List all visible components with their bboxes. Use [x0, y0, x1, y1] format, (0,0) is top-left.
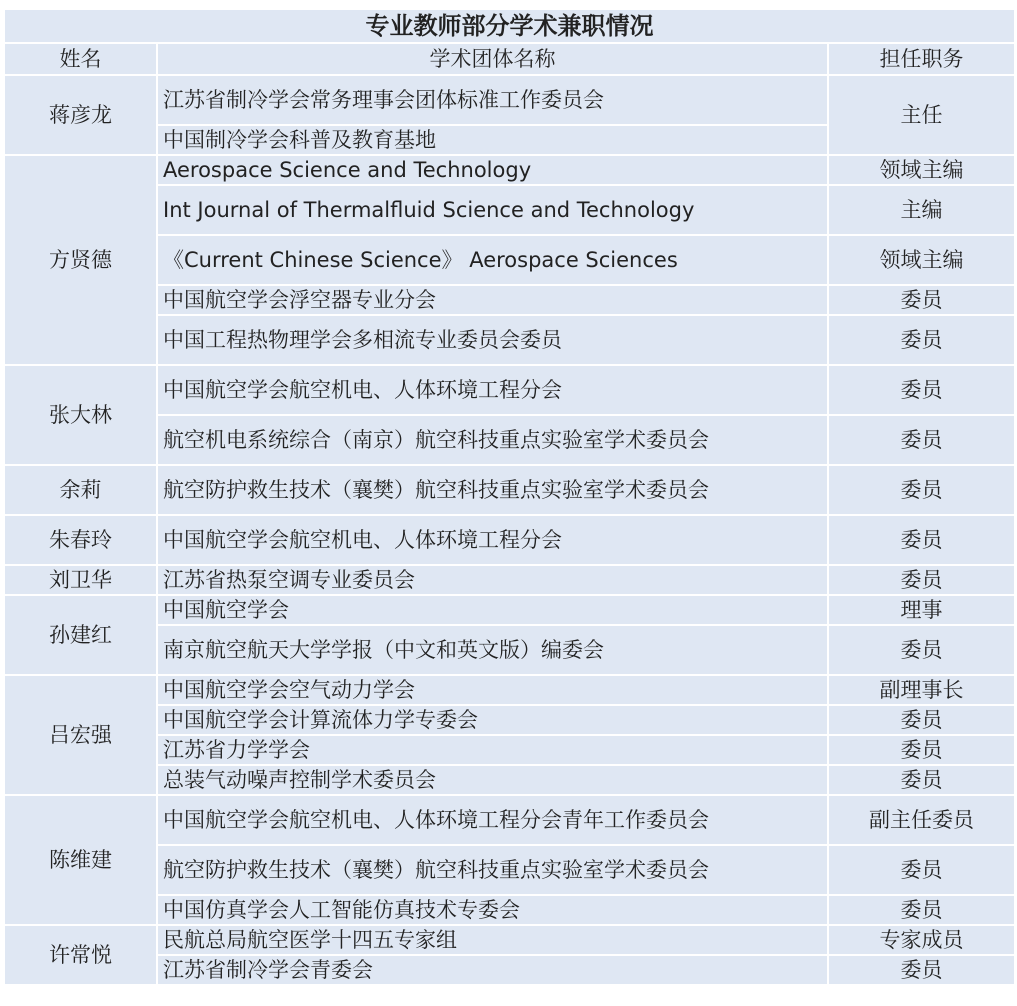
org-cell: 江苏省力学学会 [157, 735, 828, 765]
teacher-name: 方贤德 [4, 155, 157, 365]
role-cell: 副主任委员 [828, 795, 1015, 845]
table-row [4, 675, 1015, 705]
role-cell: 领域主编 [828, 235, 1015, 285]
role-cell: 委员 [828, 955, 1015, 985]
role-cell: 委员 [828, 565, 1015, 595]
role-cell: 主任 [828, 75, 1015, 155]
teacher-name: 孙建红 [4, 595, 157, 675]
role-cell: 副理事长 [828, 675, 1015, 705]
teacher-name: 吕宏强 [4, 675, 157, 795]
role-cell: 委员 [828, 315, 1015, 365]
org-cell: 中国航空学会 [157, 595, 828, 625]
header-name: 姓名 [4, 43, 157, 75]
academic-positions-table [3, 8, 1016, 986]
role-cell: 委员 [828, 465, 1015, 515]
table-row [4, 365, 1015, 415]
teacher-name: 许常悦 [4, 925, 157, 985]
role-cell: 委员 [828, 895, 1015, 925]
teacher-name: 朱春玲 [4, 515, 157, 565]
role-cell: 委员 [828, 845, 1015, 895]
org-cell: Int Journal of Thermalfluid Science and Technology [157, 185, 828, 235]
org-cell: 《Current Chinese Science》 Aerospace Sciences [157, 235, 828, 285]
role-cell: 委员 [828, 625, 1015, 675]
title-row [4, 9, 1015, 43]
header-row [4, 43, 1015, 75]
org-cell: 中国航空学会航空机电、人体环境工程分会 [157, 365, 828, 415]
teacher-name: 余莉 [4, 465, 157, 515]
org-cell: 中国仿真学会人工智能仿真技术专委会 [157, 895, 828, 925]
role-cell: 委员 [828, 515, 1015, 565]
org-cell: 江苏省制冷学会青委会 [157, 955, 828, 985]
org-cell: 中国航空学会计算流体力学专委会 [157, 705, 828, 735]
role-cell: 委员 [828, 765, 1015, 795]
org-cell: 江苏省热泵空调专业委员会 [157, 565, 828, 595]
org-cell: 民航总局航空医学十四五专家组 [157, 925, 828, 955]
org-cell: 中国工程热物理学会多相流专业委员会委员 [157, 315, 828, 365]
role-cell: 理事 [828, 595, 1015, 625]
org-cell: 中国制冷学会科普及教育基地 [157, 125, 828, 155]
table-row [4, 795, 1015, 845]
org-cell: Aerospace Science and Technology [157, 155, 828, 185]
role-cell: 委员 [828, 365, 1015, 415]
org-cell: 总装气动噪声控制学术委员会 [157, 765, 828, 795]
role-cell: 委员 [828, 705, 1015, 735]
teacher-name: 蒋彦龙 [4, 75, 157, 155]
header-role: 担任职务 [828, 43, 1015, 75]
table-row [4, 565, 1015, 595]
role-cell: 领域主编 [828, 155, 1015, 185]
teacher-name: 刘卫华 [4, 565, 157, 595]
role-cell: 主编 [828, 185, 1015, 235]
org-cell: 航空防护救生技术（襄樊）航空科技重点实验室学术委员会 [157, 465, 828, 515]
role-cell: 委员 [828, 285, 1015, 315]
teacher-name: 张大林 [4, 365, 157, 465]
org-cell: 中国航空学会航空机电、人体环境工程分会青年工作委员会 [157, 795, 828, 845]
table-title: 专业教师部分学术兼职情况 [4, 9, 1015, 43]
role-cell: 委员 [828, 415, 1015, 465]
teacher-name: 陈维建 [4, 795, 157, 925]
table-row [4, 925, 1015, 955]
org-cell: 南京航空航天大学学报（中文和英文版）编委会 [157, 625, 828, 675]
table-row [4, 515, 1015, 565]
org-cell: 中国航空学会航空机电、人体环境工程分会 [157, 515, 828, 565]
table-row [4, 75, 1015, 125]
org-cell: 航空机电系统综合（南京）航空科技重点实验室学术委员会 [157, 415, 828, 465]
table-row [4, 465, 1015, 515]
org-cell: 航空防护救生技术（襄樊）航空科技重点实验室学术委员会 [157, 845, 828, 895]
org-cell: 中国航空学会浮空器专业分会 [157, 285, 828, 315]
header-org: 学术团体名称 [157, 43, 828, 75]
role-cell: 专家成员 [828, 925, 1015, 955]
academic-positions-sheet [3, 8, 1014, 986]
org-cell: 江苏省制冷学会常务理事会团体标准工作委员会 [157, 75, 828, 125]
role-cell: 委员 [828, 735, 1015, 765]
table-row [4, 595, 1015, 625]
table-row [4, 155, 1015, 185]
org-cell: 中国航空学会空气动力学会 [157, 675, 828, 705]
